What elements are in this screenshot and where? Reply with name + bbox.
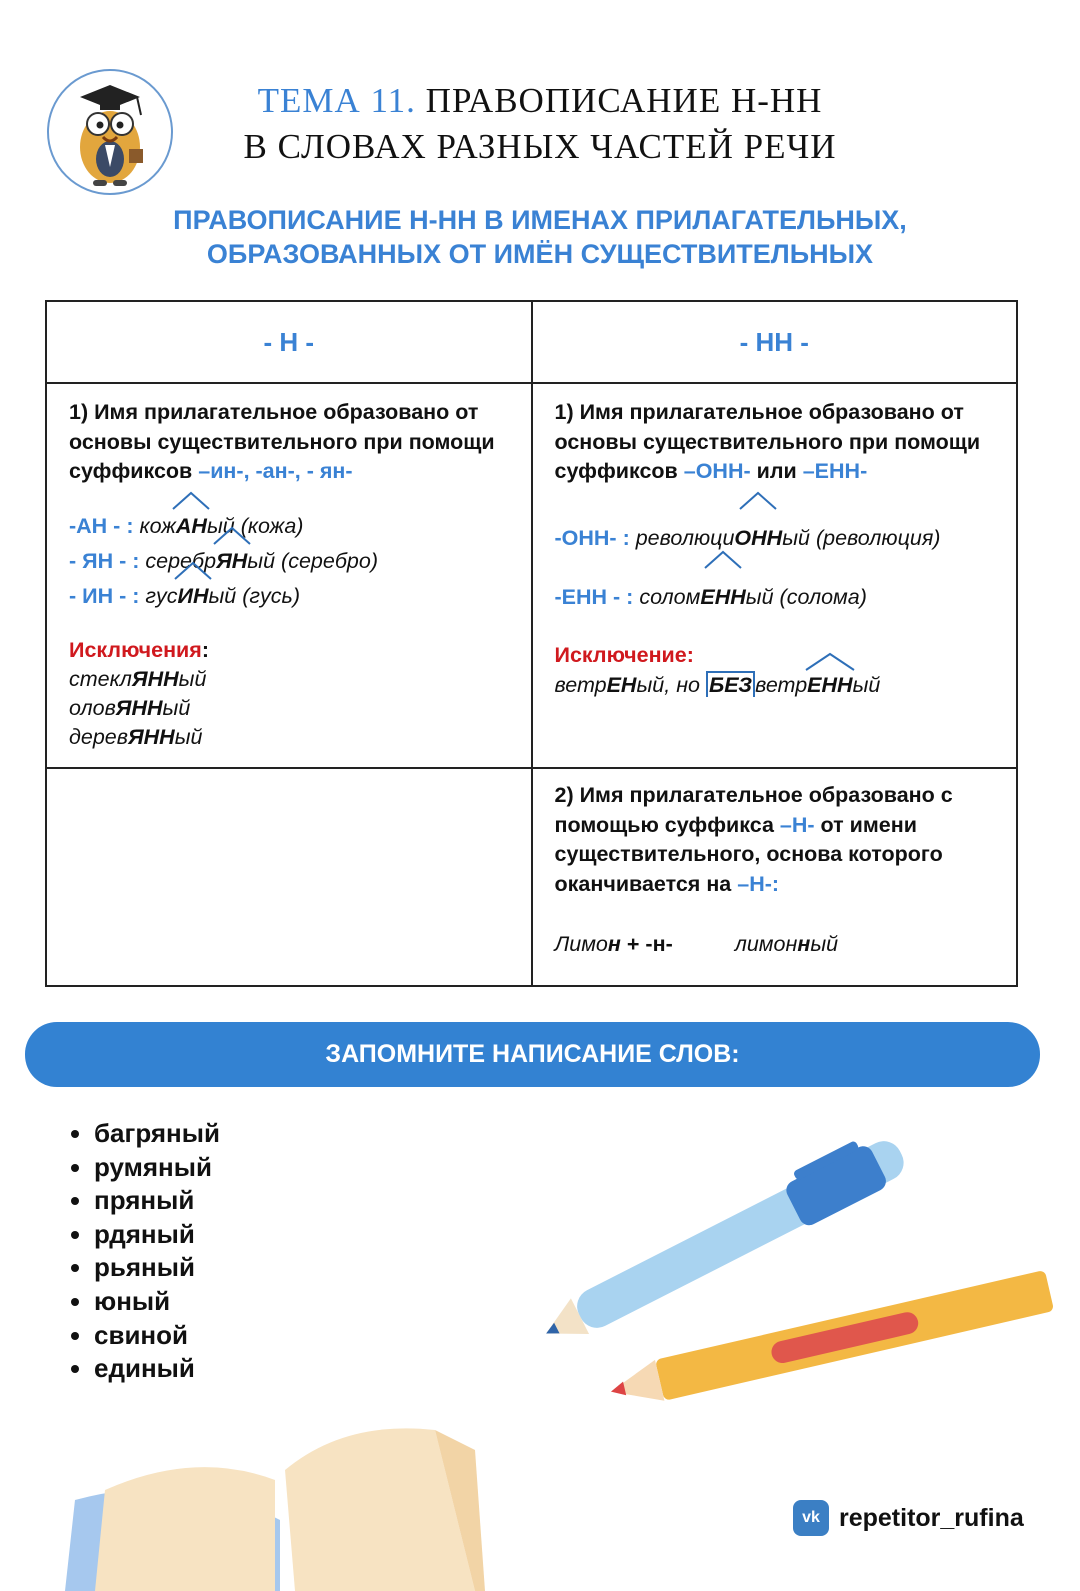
table-row — [46, 383, 1017, 768]
example-label: - ЯН - : — [69, 548, 140, 573]
suffix-mark — [171, 491, 211, 511]
word-item: • багряный — [94, 1117, 220, 1151]
example-suffix-text: ЯНН — [115, 696, 163, 720]
cell-nn-rule2 — [532, 768, 1018, 986]
exception-label: Исключение: — [554, 642, 694, 667]
open-book-illustration — [45, 1410, 495, 1591]
example-stem: серебр — [145, 548, 217, 573]
example-list-n — [69, 509, 509, 614]
rule-n-text: 1) Имя прилагательное образовано от основы существительного при помощи суффиксов –ин-, -ан-, - ян- — [69, 400, 495, 483]
title-line1: ПРАВОПИСАНИЕ Н-НН — [425, 81, 823, 120]
example-row — [555, 509, 995, 568]
prefix-box: БЕЗ — [706, 671, 755, 697]
example-suffix-text: ЯНН — [127, 725, 175, 749]
example-label: - ИН - : — [69, 583, 140, 608]
table-header-row — [46, 301, 1017, 383]
example-source: (революция) — [815, 525, 941, 550]
example-suffix-text: АН — [175, 513, 207, 538]
example-source: (гусь) — [242, 583, 300, 608]
suffix-mark: ЕНН — [807, 670, 852, 700]
word-item: • румяный — [94, 1151, 220, 1185]
example-stem: революци — [635, 525, 735, 550]
exceptions-n: Исключения: — [69, 637, 209, 662]
example-ending: ый — [178, 667, 207, 691]
example-ending: ый — [162, 696, 191, 720]
word-item: • рдяный — [94, 1218, 220, 1252]
example-source: (кожа) — [240, 513, 304, 538]
example-stem: кож — [139, 513, 176, 538]
word-list — [60, 1117, 220, 1386]
example-suffix-text: ЯНН — [131, 667, 179, 691]
title-topic-number: ТЕМА 11. — [257, 81, 416, 120]
word-item: • единый — [94, 1352, 220, 1386]
example-ending: ый — [206, 513, 235, 538]
rule2-example: Лимон + -н- лимонный — [554, 932, 839, 956]
example-row — [555, 568, 995, 627]
cell-nn-rule1 — [532, 383, 1018, 768]
subtitle-line2: ОБРАЗОВАННЫХ ОТ ИМЁН СУЩЕСТВИТЕЛЬНЫХ — [206, 239, 874, 269]
example-suffix — [116, 696, 163, 720]
example-ending: ый — [745, 584, 774, 609]
column-header-nn: - НН - — [532, 301, 1018, 383]
suffix-mark — [703, 550, 743, 570]
suffix-mark — [173, 561, 213, 581]
section-subtitle — [100, 203, 980, 271]
word-item: • рьяный — [94, 1251, 220, 1285]
exception-word — [69, 694, 509, 723]
example-suffix — [177, 579, 208, 614]
column-header-n: - Н - — [46, 301, 532, 383]
example-row — [69, 509, 509, 544]
example-suffix-text: ОНН — [734, 525, 783, 550]
subtitle-line1: ПРАВОПИСАНИЕ Н-НН В ИМЕНАХ ПРИЛАГАТЕЛЬНЫХ, — [173, 205, 907, 235]
example-ending: ый — [208, 583, 237, 608]
vk-icon: vk — [793, 1500, 829, 1536]
word-item: • свиной — [94, 1319, 220, 1353]
page-title — [180, 78, 900, 170]
exception-example: ветрЕНый, но БЕЗ ветр ЕННый — [555, 670, 995, 700]
exception-word — [69, 723, 509, 752]
example-stem: дерев — [69, 725, 128, 749]
exceptions-label: Исключения — [69, 637, 202, 662]
example-source: (серебро) — [281, 548, 378, 573]
cell-n-empty — [46, 768, 532, 986]
example-label: -АН - : — [69, 513, 134, 538]
example-label: -ЕНН - : — [554, 584, 634, 609]
rule-nn-text: 1) Имя прилагательное образовано от основы существительного при помощи суффиксов –ОНН- или –ЕНН- — [554, 400, 981, 483]
example-stem: олов — [69, 696, 116, 720]
brand-footer[interactable] — [793, 1498, 1024, 1538]
example-stem: стекл — [69, 667, 132, 691]
rules-table — [45, 300, 1018, 987]
example-ending: ый — [247, 548, 276, 573]
suffix-mark — [738, 491, 778, 511]
example-suffix — [132, 667, 179, 691]
example-suffix — [176, 509, 207, 544]
brand-handle: repetitor_rufina — [839, 1503, 1024, 1532]
example-stem: гус — [145, 583, 178, 608]
example-suffix — [700, 568, 745, 627]
rule-n-suffixes: –ин-, -ан-, - ян- — [198, 459, 353, 483]
example-suffix-text: ЕНН — [700, 584, 746, 609]
example-suffix — [216, 544, 247, 579]
cell-n-rule1 — [46, 383, 532, 768]
exception-list-n — [69, 665, 509, 752]
word-item: • пряный — [94, 1184, 220, 1218]
pencil-illustration — [595, 1270, 1065, 1410]
example-ending: ый — [782, 525, 810, 550]
example-label: -ОНН- : — [554, 525, 630, 550]
example-suffix-text: ЯН — [216, 548, 248, 573]
example-ending: ый — [174, 725, 203, 749]
example-suffix-text: ИН — [177, 583, 209, 608]
mascot-illustration — [45, 67, 175, 197]
suffix-mark — [212, 526, 252, 546]
example-list-nn — [555, 509, 995, 627]
example-row — [69, 544, 509, 579]
remember-banner: ЗАПОМНИТЕ НАПИСАНИЕ СЛОВ: — [25, 1022, 1040, 1087]
example-suffix — [128, 725, 175, 749]
word-item: • юный — [94, 1285, 220, 1319]
title-line2: В СЛОВАХ РАЗНЫХ ЧАСТЕЙ РЕЧИ — [243, 127, 837, 166]
rule2-text: 2) Имя прилагательное образовано с помощью суффикса –Н- от имени существительного, основа которого оканчивается на –Н-: — [554, 783, 953, 896]
table-row — [46, 768, 1017, 986]
exception-word — [69, 665, 509, 694]
example-source: (солома) — [779, 584, 867, 609]
example-stem: солом — [639, 584, 701, 609]
example-row — [69, 579, 509, 614]
